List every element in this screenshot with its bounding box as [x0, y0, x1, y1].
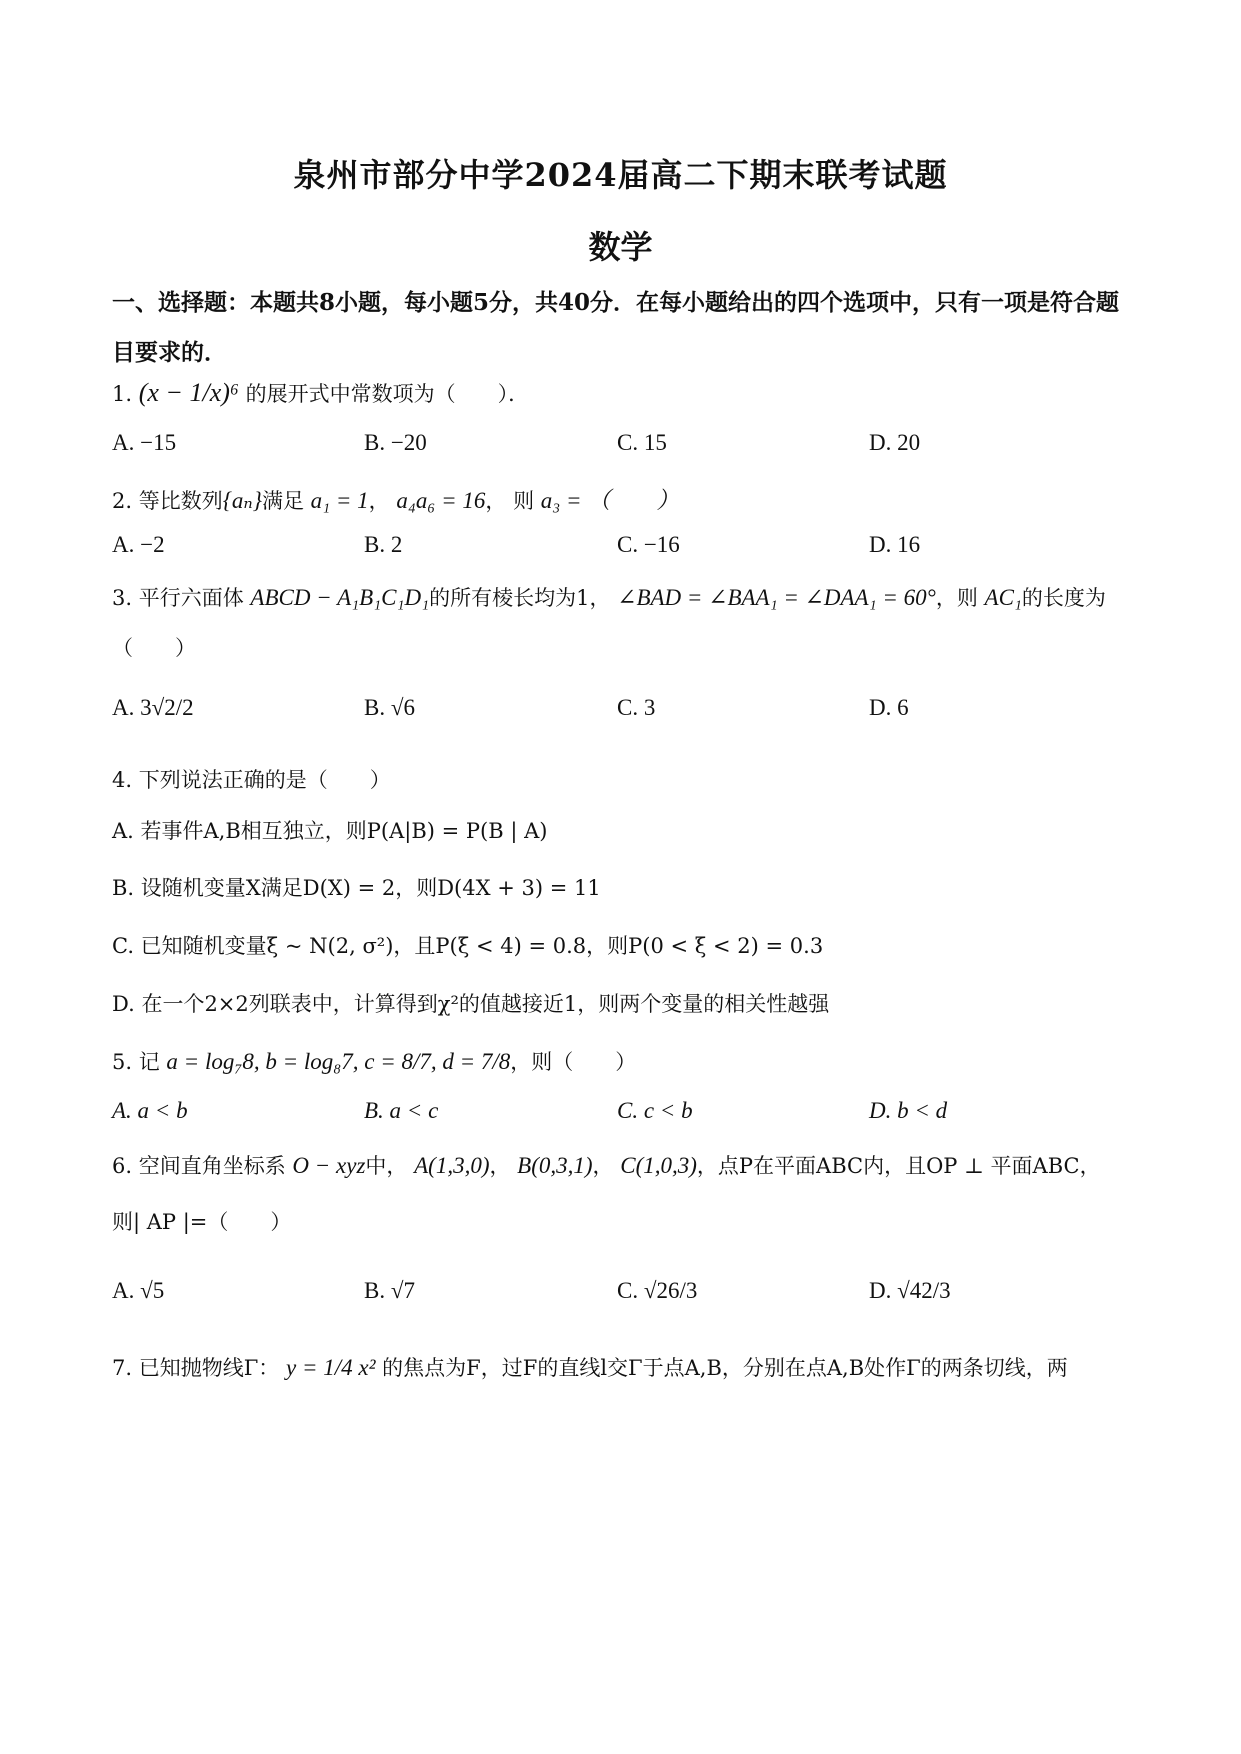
question-number: 1. — [112, 382, 133, 406]
option-b: B. √7 — [364, 1278, 415, 1303]
subject-title: 数学 — [588, 228, 653, 266]
question-1-options — [112, 430, 1132, 490]
stem-text: 的长度为 — [1021, 586, 1106, 610]
target-term: a₃ = （ ） — [540, 488, 680, 513]
option-a: A. −15 — [112, 430, 177, 455]
sequence: {aₙ} — [222, 488, 262, 513]
stem-text: 的所有棱长均为1， — [429, 586, 611, 610]
question-number: 2. — [112, 489, 133, 513]
option-a: A. −2 — [112, 532, 165, 557]
question-6-line2: 则| AP |=（ ） — [112, 1210, 292, 1234]
section-heading: 一、选择题：本题共8小题，每小题5分，共40分．在每小题给出的四个选项中，只有一项是符合题目要求的． — [112, 289, 1120, 366]
question-number: 6. — [112, 1154, 133, 1178]
question-number: 3. — [112, 586, 133, 610]
angle-condition: ∠BAD = ∠BAA₁ = ∠DAA₁ = 60° — [617, 585, 936, 610]
stem-text: 等比数列 — [138, 489, 223, 513]
stem-text: 的焦点为F，过F的直线l交Γ于点A,B，分别在点A,B处作Γ的两条切线，两 — [382, 1356, 1068, 1380]
stem-text: 平行六面体 — [138, 586, 244, 610]
coordinate-system: O − xyz — [292, 1153, 366, 1178]
question-5 — [112, 1046, 1142, 1076]
parabola-equation: y = 1/4 x² — [286, 1355, 376, 1380]
option-d: D. 16 — [869, 532, 921, 557]
option-c: C. √26/3 — [617, 1278, 698, 1303]
stem-text: 中， — [365, 1154, 408, 1178]
question-number: 7. — [112, 1356, 133, 1380]
question-4 — [112, 764, 1142, 794]
target-segment: AC₁ — [984, 585, 1022, 610]
question-stem: 的展开式中常数项为（ ）． — [245, 382, 530, 406]
option-a: A. 若事件A,B相互独立，则P(A|B) = P(B | A) — [112, 819, 548, 843]
question-1 — [112, 378, 1142, 408]
question-5-options — [112, 1098, 1132, 1158]
point-a: A(1,3,0) — [414, 1153, 490, 1178]
stem-text: 满足 — [261, 489, 304, 513]
condition-1: a₁ = 1 — [310, 488, 369, 513]
question-6: 6. 空间直角坐标系 O − xyz中， A(1,3,0)， B(0,3,1)， C(1,0,3)，点P在平面ABC内，且OP ⊥ 平面ABC， — [112, 1153, 1101, 1178]
question-number: 5. — [112, 1050, 133, 1074]
option-b: B. a < c — [364, 1098, 439, 1123]
stem-text: ，点P在平面ABC内，且OP ⊥ 平面ABC， — [696, 1154, 1101, 1178]
option-a: A. √5 — [112, 1278, 165, 1303]
stem-text: 记 — [138, 1050, 160, 1074]
option-d: D. 6 — [869, 695, 909, 720]
question-7 — [112, 1352, 1142, 1382]
point-b: B(0,3,1) — [517, 1153, 593, 1178]
option-b: B. 2 — [364, 532, 403, 557]
math-expression: (x − 1/x)⁶ — [138, 378, 239, 407]
option-a: A. 3√2/2 — [112, 695, 194, 720]
condition-2: a₄a₆ = 16 — [396, 488, 486, 513]
stem-text: 空间直角坐标系 — [138, 1154, 286, 1178]
point-c: C(1,0,3) — [620, 1153, 697, 1178]
stem-text: 已知抛物线Γ： — [138, 1356, 280, 1380]
stem-text: 则 — [513, 489, 535, 513]
stem-text: ，则（ ） — [510, 1050, 637, 1074]
option-a: A. a < b — [112, 1098, 188, 1123]
option-d: D. √42/3 — [869, 1278, 951, 1303]
solid-name: ABCD − A₁B₁C₁D₁ — [250, 585, 430, 610]
question-3-options — [112, 695, 1132, 755]
question-number: 4. — [112, 768, 133, 792]
option-c: C. −16 — [617, 532, 680, 557]
option-c: C. 3 — [617, 695, 656, 720]
question-3 — [112, 582, 1142, 612]
question-6-options — [112, 1278, 1132, 1338]
option-d: D. 在一个2×2列联表中，计算得到χ²的值越接近1，则两个变量的相关性越强 — [112, 992, 830, 1016]
option-c: C. c < b — [617, 1098, 693, 1123]
option-d: D. 20 — [869, 430, 921, 455]
page-title: 泉州市部分中学2024届高二下期末联考试题 — [293, 156, 948, 194]
option-c: C. 15 — [617, 430, 667, 455]
question-stem: 下列说法正确的是（ ） — [138, 768, 391, 792]
option-b: B. −20 — [364, 430, 427, 455]
option-c: C. 已知随机变量ξ ~ N(2, σ²)，且P(ξ < 4) = 0.8，则P(0 < ξ < 2) = 0.3 — [112, 934, 824, 958]
question-2: 2. 等比数列{aₙ}满足 a₁ = 1， a₄a₆ = 16， 则 a₃ = （ ） — [112, 488, 680, 513]
option-b: B. 设随机变量X满足D(X) = 2，则D(4X + 3) = 11 — [112, 876, 601, 900]
option-b: B. √6 — [364, 695, 415, 720]
stem-text: ，则 — [935, 586, 978, 610]
question-3-paren: （ ） — [112, 636, 196, 660]
math-expression: a = log₇8, b = log₈7, c = 8/7, d = 7/8 — [166, 1049, 511, 1074]
option-d: D. b < d — [869, 1098, 948, 1123]
